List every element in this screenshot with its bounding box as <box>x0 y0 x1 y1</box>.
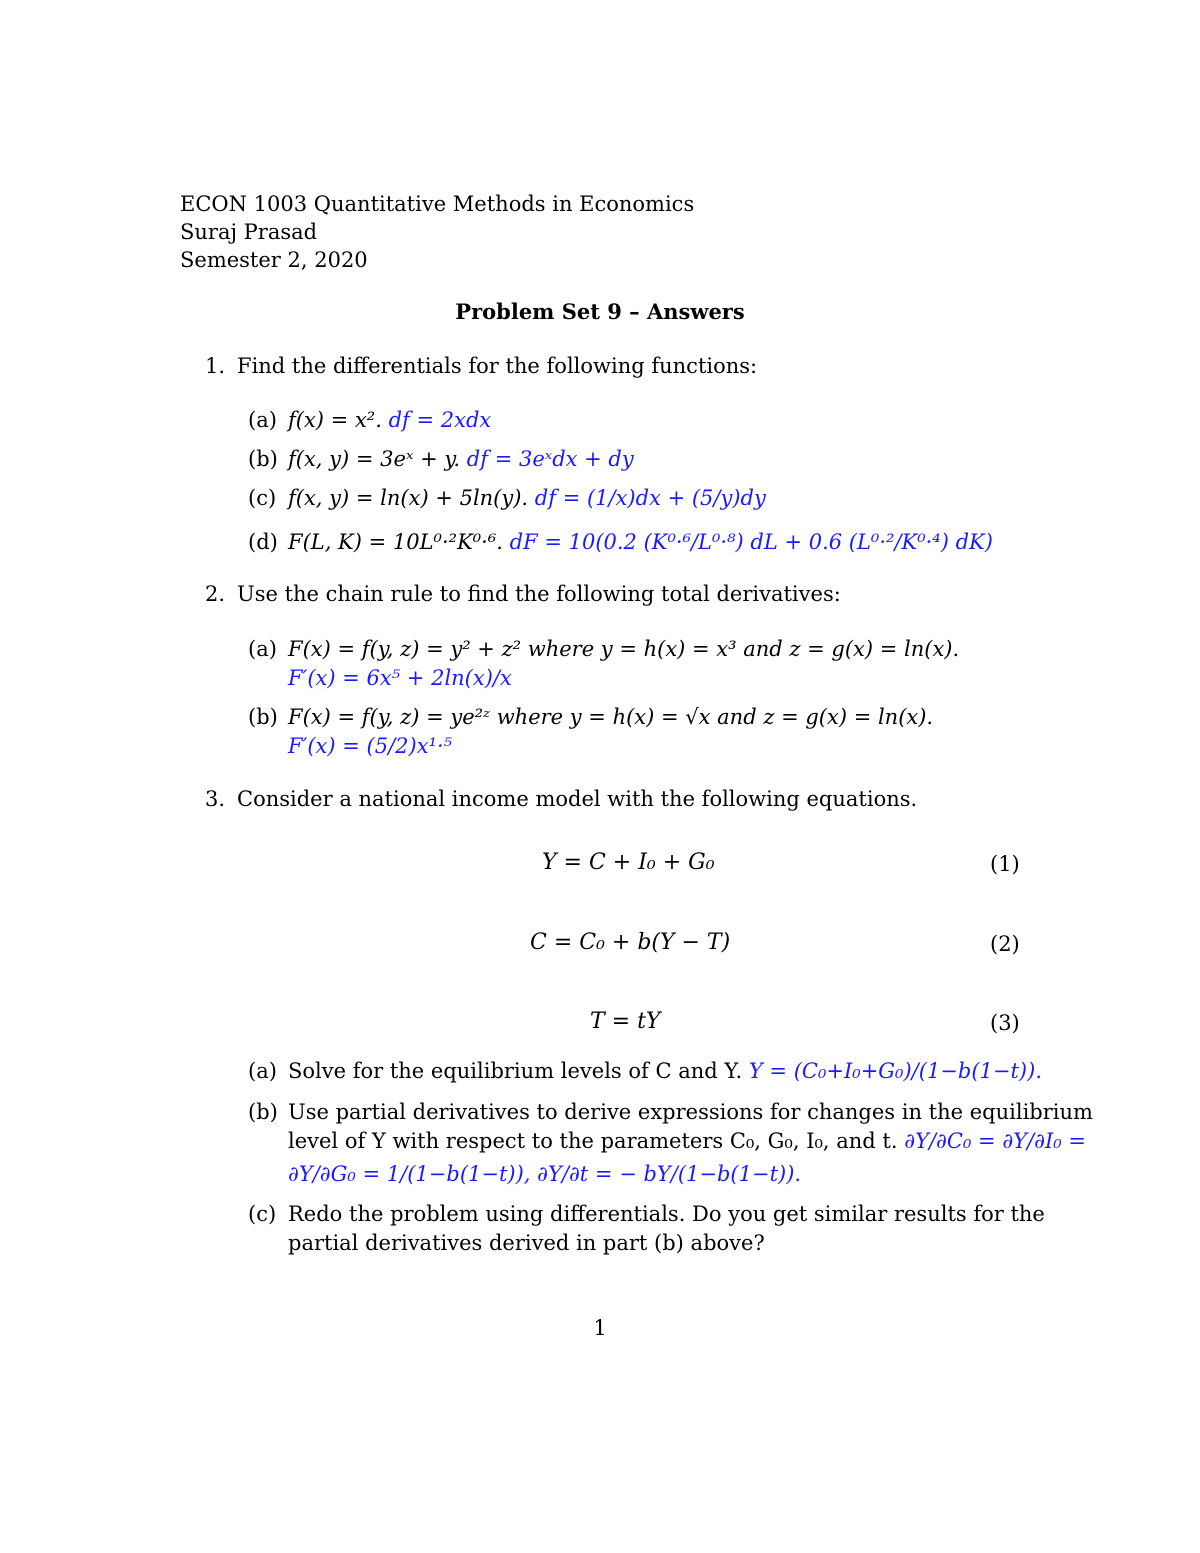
item-label: (a) <box>248 408 277 432</box>
item-label: (c) <box>248 486 277 510</box>
item-answer: Y = (C₀+I₀+G₀)/(1−b(1−t)). <box>748 1059 1042 1083</box>
item-answer: df = 2xdx <box>388 408 492 432</box>
q1-item-a <box>248 406 491 434</box>
q3-item-b-line2 <box>288 1127 1086 1155</box>
q3-item-b <box>248 1098 1093 1126</box>
equation-number: (2) <box>990 932 1020 956</box>
question-2 <box>205 580 841 608</box>
question-number: 2. <box>205 582 226 606</box>
item-label: (d) <box>248 530 278 554</box>
q3-item-c-line2: partial derivatives derived in part (b) above? <box>288 1231 765 1255</box>
item-answer: df = (1/x)dx + (5/y)dy <box>534 486 766 510</box>
page-number: 1 <box>593 1316 607 1340</box>
equation-number: (1) <box>990 852 1020 876</box>
item-question: f(x, y) = 3eˣ + y. <box>288 447 461 471</box>
page-title: Problem Set 9 – Answers <box>455 299 745 324</box>
question-1 <box>205 352 757 380</box>
item-label: (c) <box>248 1202 277 1226</box>
q2-item-a <box>248 635 959 663</box>
item-question: f(x) = x². <box>288 408 382 432</box>
item-question: f(x, y) = ln(x) + 5ln(y). <box>288 486 529 510</box>
item-question: F(L, K) = 10L⁰·²K⁰·⁶. <box>288 530 503 554</box>
equation-1: Y = C + I₀ + G₀ <box>542 850 715 875</box>
question-number: 1. <box>205 354 226 378</box>
item-question: F(x) = f(y, z) = y² + z² where y = h(x) = x³ and z = g(x) = ln(x). <box>288 637 960 661</box>
item-label: (a) <box>248 1059 277 1083</box>
q1-item-b <box>248 445 634 473</box>
author-name: Suraj Prasad <box>180 220 318 244</box>
question-text: Find the differentials for the following functions: <box>237 354 758 378</box>
item-answer: dF = 10(0.2 (K⁰·⁶/L⁰·⁸) dL + 0.6 (L⁰·²/K⁰·⁴) dK) <box>509 530 993 554</box>
q1-item-c <box>248 484 766 512</box>
q3-answer-b: ∂Y/∂G₀ = 1/(1−b(1−t)), ∂Y/∂t = − bY/(1−b(1−t)). <box>288 1162 802 1186</box>
item-label: (b) <box>248 447 278 471</box>
item-label: (b) <box>248 1100 278 1124</box>
question-number: 3. <box>205 787 226 811</box>
question-text: Consider a national income model with the following equations. <box>237 787 918 811</box>
item-label: (a) <box>248 637 277 661</box>
item-question: Use partial derivatives to derive expressions for changes in the equilibrium <box>288 1100 1093 1124</box>
q2-answer-b: F′(x) = (5/2)x¹·⁵ <box>288 734 453 758</box>
item-label: (b) <box>248 705 278 729</box>
item-answer: ∂Y/∂C₀ = ∂Y/∂I₀ = <box>904 1129 1086 1153</box>
q2-answer-a: F′(x) = 6x⁵ + 2ln(x)/x <box>288 666 512 690</box>
question-3 <box>205 785 917 813</box>
q1-item-d <box>248 528 993 556</box>
item-answer: df = 3eˣdx + dy <box>466 447 634 471</box>
question-text: Use the chain rule to find the following total derivatives: <box>237 582 841 606</box>
q2-item-b <box>248 703 933 731</box>
course-title: ECON 1003 Quantitative Methods in Economics <box>180 192 695 216</box>
equation-3: T = tY <box>590 1009 661 1034</box>
semester: Semester 2, 2020 <box>180 248 368 272</box>
q3-item-a <box>248 1057 1042 1085</box>
item-question: F(x) = f(y, z) = ye²ᶻ where y = h(x) = √x and z = g(x) = ln(x). <box>288 705 934 729</box>
item-question: Redo the problem using differentials. Do you get similar results for the <box>288 1202 1045 1226</box>
item-question: Solve for the equilibrium levels of C and Y. <box>288 1059 743 1083</box>
equation-2: C = C₀ + b(Y − T) <box>530 930 731 955</box>
item-question: level of Y with respect to the parameters C₀, G₀, I₀, and t. <box>288 1129 898 1153</box>
equation-number: (3) <box>990 1011 1020 1035</box>
q3-item-c <box>248 1200 1045 1228</box>
